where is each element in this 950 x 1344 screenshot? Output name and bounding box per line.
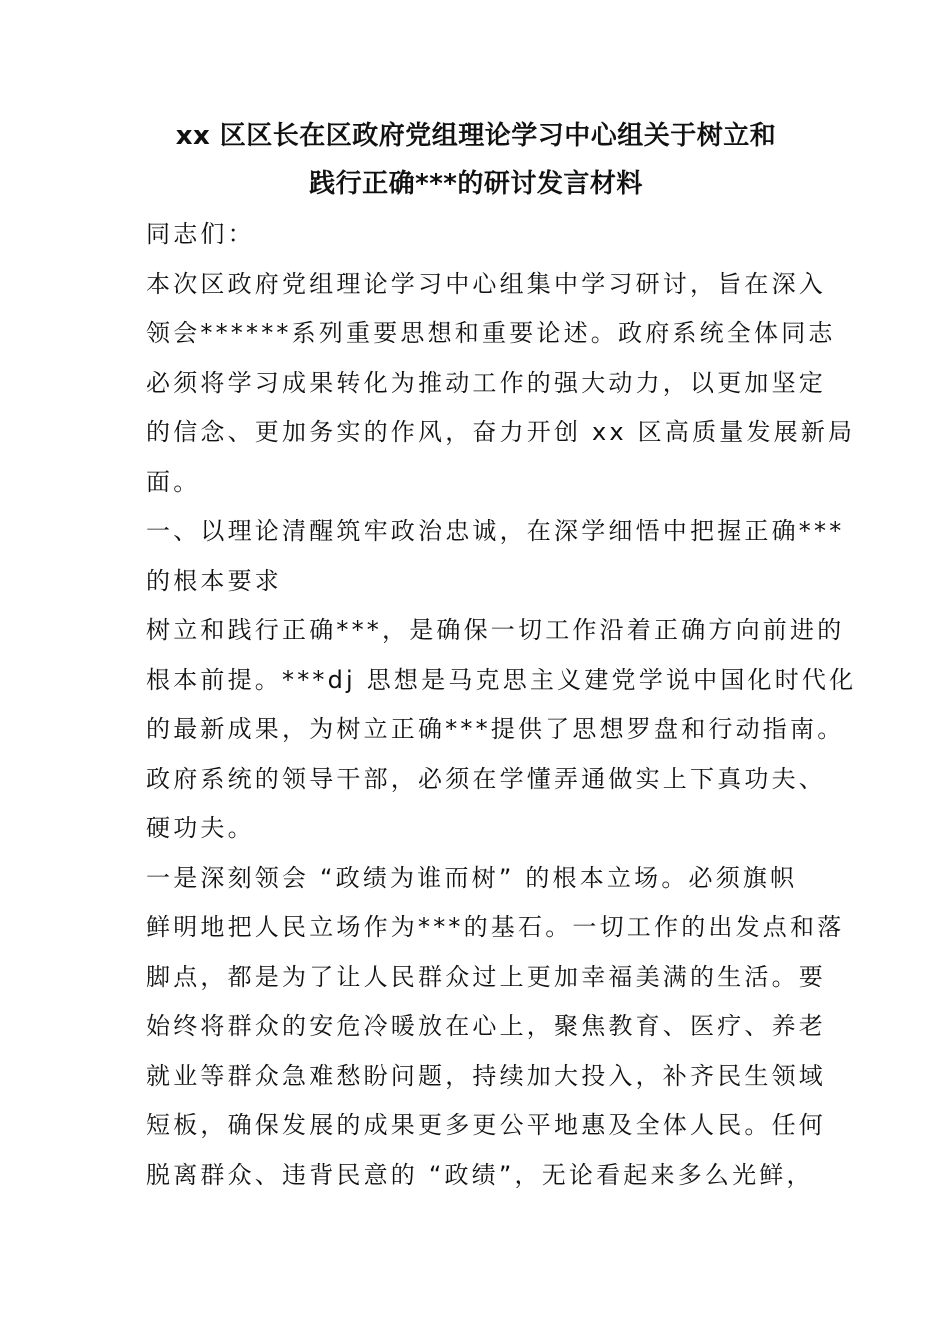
- text-line: 的根本要求: [146, 566, 282, 595]
- text-line: 一是深刻领会 “政绩为谁而树” 的根本立场。必须旗帜: [146, 863, 798, 892]
- text-line: 本次区政府党组理论学习中心组集中学习研讨，旨在深入: [146, 269, 826, 298]
- text-line: 硬功夫。: [146, 814, 255, 842]
- text-line: 鲜明地把人民立场作为***的基石。一切工作的出发点和落: [146, 913, 845, 941]
- text-line: 同志们：: [146, 220, 255, 248]
- text-line: 就业等群众急难愁盼问题，持续加大投入，补齐民生领域: [146, 1061, 826, 1090]
- text-line: 一、以理论清醒筑牢政治忠诚，在深学细悟中把握正确***: [146, 517, 845, 545]
- title-line: 践行正确***的研讨发言材料: [309, 169, 643, 199]
- text-line: 始终将群众的安危冷暖放在心上，聚焦教育、医疗、养老: [146, 1012, 826, 1040]
- text-line: 必须将学习成果转化为推动工作的强大动力，以更加坚定: [146, 368, 826, 397]
- paragraph-point-one: [146, 854, 845, 1201]
- text-line: 面。: [146, 467, 201, 496]
- text-line: 政府系统的领导干部，必须在学懂弄通做实上下真功夫、: [146, 764, 826, 793]
- title-line: xx 区区长在区政府党组理论学习中心组关于树立和: [175, 121, 777, 151]
- text-line: 根本前提。***dj 思想是马克思主义建党学说中国化时代化: [146, 665, 857, 694]
- text-line: 脱离群众、违背民意的 “政绩”，无论看起来多么光鲜，: [146, 1160, 814, 1189]
- text-line: 领会******系列重要思想和重要论述。政府系统全体同志: [146, 319, 836, 347]
- paragraph-intro: [146, 260, 856, 508]
- text-line: 的信念、更加务实的作风，奋力开创 xx 区高质量发展新局: [146, 418, 856, 446]
- text-line: 短板，确保发展的成果更多更公平地惠及全体人民。任何: [146, 1111, 826, 1139]
- text-line: 树立和践行正确***，是确保一切工作沿着正确方向前进的: [146, 616, 845, 644]
- text-line: 的最新成果，为树立正确***提供了思想罗盘和行动指南。: [146, 715, 845, 743]
- paragraph-body: [146, 606, 857, 854]
- document-page: [146, 112, 857, 1200]
- salutation: [146, 210, 806, 260]
- text-line: 脚点，都是为了让人民群众过上更加幸福美满的生活。要: [146, 962, 826, 991]
- document-title: [146, 112, 806, 208]
- section-heading: [146, 507, 845, 606]
